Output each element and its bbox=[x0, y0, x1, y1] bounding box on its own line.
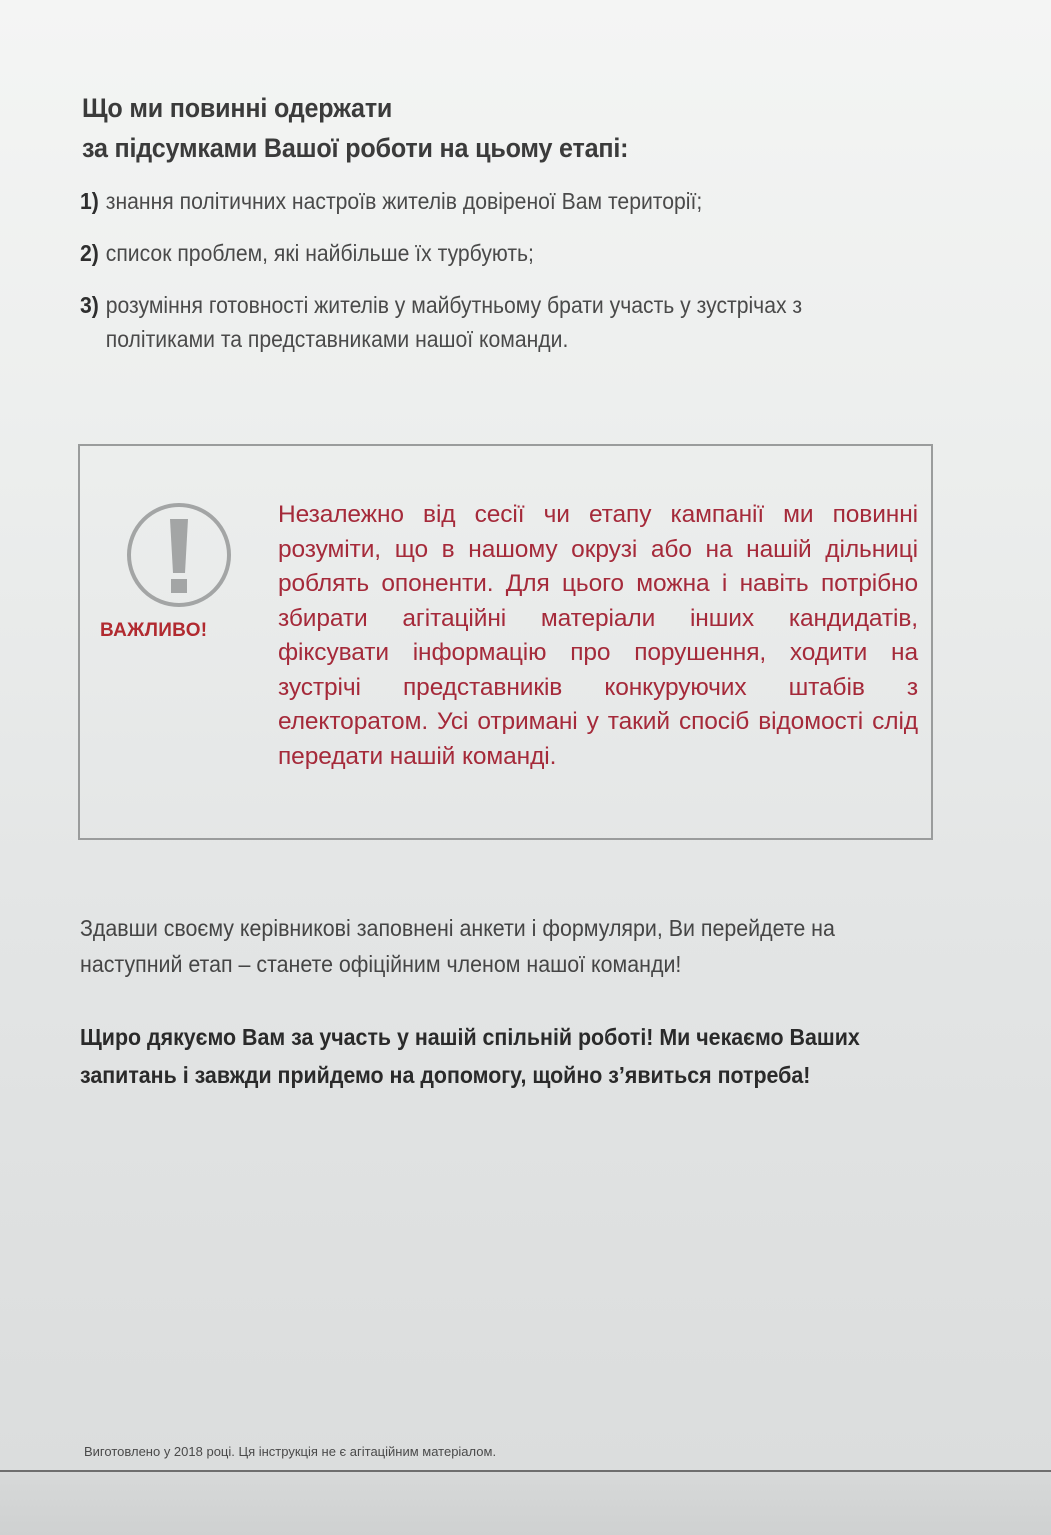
important-notice-box bbox=[78, 444, 933, 840]
list-text: список проблем, які найбільше їх турбують; bbox=[105, 240, 534, 266]
results-list bbox=[80, 184, 960, 374]
list-item bbox=[80, 236, 890, 270]
list-number: 3) bbox=[80, 292, 99, 318]
list-number: 1) bbox=[80, 188, 99, 214]
list-text: знання політичних настроїв жителів довіреної Вам території; bbox=[105, 188, 703, 214]
list-item bbox=[80, 184, 890, 218]
exclamation-circle-icon bbox=[125, 501, 233, 609]
thanks-paragraph: Щиро дякуємо Вам за участь у нашій спільній роботі! Ми чекаємо Ваших запитань і завжди прийдемо на допомогу, щойно з’явиться потреба! bbox=[80, 1024, 860, 1088]
heading-line-1: Що ми повинні одержати bbox=[82, 93, 393, 123]
list-number: 2) bbox=[80, 240, 99, 266]
footer-note: Виготовлено у 2018 році. Ця інструкція не є агітаційним матеріалом. bbox=[84, 1444, 497, 1459]
heading-line-2: за підсумками Вашої роботи на цьому етапі: bbox=[82, 133, 629, 163]
list-item bbox=[80, 288, 879, 356]
list-text: розуміння готовності жителів у майбутньому брати участь у зустрічах з політиками та представниками нашої команди. bbox=[105, 292, 803, 352]
important-label: ВАЖЛИВО! bbox=[100, 620, 208, 641]
important-text: Незалежно від сесії чи етапу кампанії ми повинні розуміти, що в нашому окрузі або на нашій дільниці роблять опоненти. Для цього можна і навіть потрібно збирати агітаційні матеріали інших кандидатів, фіксувати інформацію про порушення, ходити на зустрічі представників конкуруючих штабів з електоратом. Усі отримані у такий спосіб відомості слід передати нашій команді. bbox=[278, 501, 918, 770]
closing-paragraph: Здавши своєму керівникові заповнені анкети і формуляри, Ви перейдете на наступний етап – станете офіційним членом нашої команди! bbox=[80, 915, 835, 977]
page-bottom-margin bbox=[0, 1472, 1051, 1535]
section-heading bbox=[82, 88, 845, 168]
